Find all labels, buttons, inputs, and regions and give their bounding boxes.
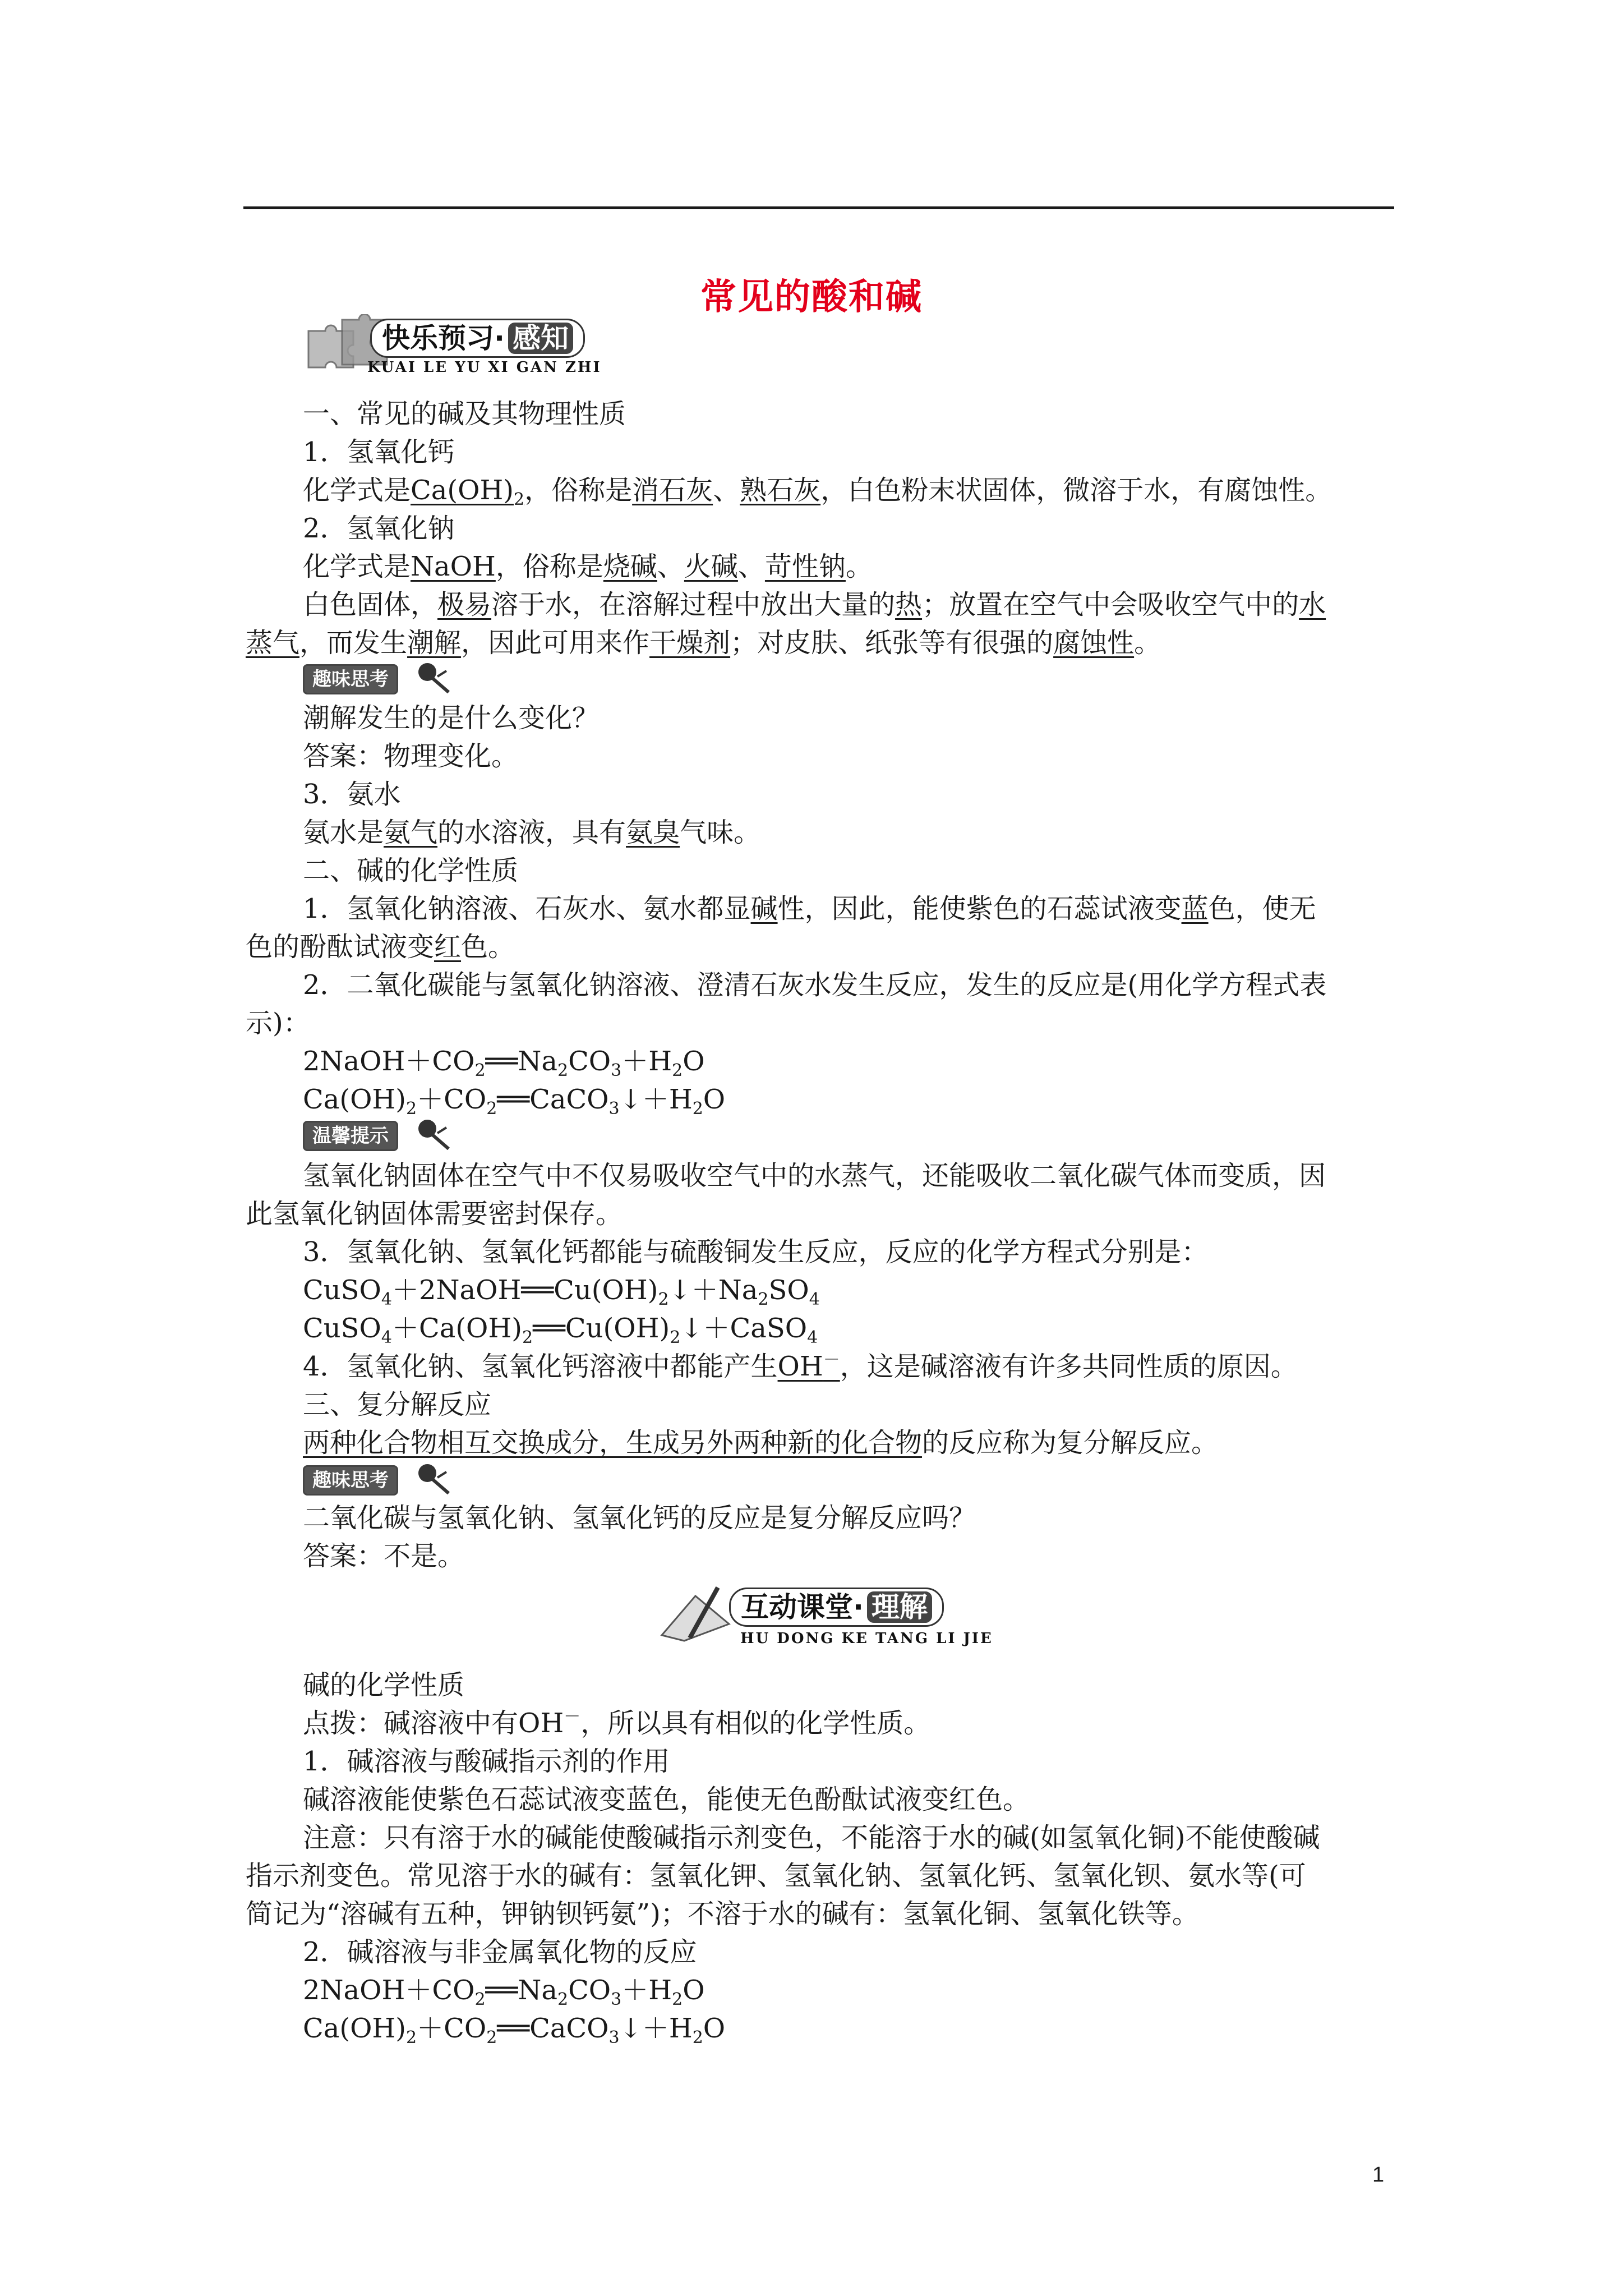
- pen-and-paper-icon: [651, 1582, 740, 1644]
- paragraph: 化学式是NaOH，俗称是烧碱、火碱、苛性钠。: [303, 551, 873, 582]
- question: 二氧化碳与氢氧化钠、氢氧化钙的反应是复分解反应吗？: [303, 1502, 976, 1534]
- paragraph: 简记为“溶碱有五种，钾钠钡钙氨”)；不溶于水的碱有：氢氧化铜、氢氧化铁等。: [246, 1898, 1199, 1930]
- fun-think-tag: 趣味思考: [303, 660, 482, 691]
- paragraph: 白色固体，极易溶于水，在溶解过程中放出大量的热；放置在空气中会吸收空气中的水: [303, 589, 1326, 620]
- item-heading: 3．氨水: [303, 779, 401, 810]
- section-heading: 碱的化学性质: [303, 1669, 465, 1701]
- equation: $Ca(OH)_2+CO_2══CaCO_3↓+H_2O$: [303, 1084, 726, 1119]
- tip-text: 氢氧化钠固体在空气中不仅易吸收空气中的水蒸气，还能吸收二氧化碳气体而变质，因: [303, 1160, 1326, 1191]
- paragraph: 氨水是氨气的水溶液，具有氨臭气味。: [303, 817, 761, 848]
- section-heading: 一、常见的碱及其物理性质: [303, 398, 626, 430]
- equation: $CuSO_4+2NaOH══Cu(OH)_2↓+Na_2SO_4$: [303, 1274, 820, 1309]
- banner-title: 互动课堂· 理解: [729, 1588, 944, 1627]
- section-banner-classroom: [651, 1582, 1054, 1655]
- paragraph: 2．二氧化碳能与氢氧化钠溶液、澄清石灰水发生反应，发生的反应是(用化学方程式表: [303, 969, 1327, 1001]
- page-title: 常见的酸和碱: [700, 276, 923, 318]
- paragraph: 化学式是$Ca(OH)_2$，俗称是消石灰、熟石灰，白色粉末状固体，微溶于水，有腐蚀性。: [303, 475, 1332, 509]
- section-heading: 三、复分解反应: [303, 1389, 492, 1420]
- equation: $2NaOH+CO_2══Na_2CO_3+H_2O$: [303, 1046, 705, 1080]
- item-heading: 2．氢氧化钠: [303, 513, 455, 544]
- paragraph: 指示剂变色。常见溶于水的碱有：氢氧化钾、氢氧化钠、氢氧化钙、氢氧化钡、氨水等(可: [246, 1860, 1306, 1892]
- paragraph: 注意：只有溶于水的碱能使酸碱指示剂变色，不能溶于水的碱(如氢氧化铜)不能使酸碱: [303, 1822, 1320, 1853]
- item-heading: 2．碱溶液与非金属氧化物的反应: [303, 1936, 697, 1968]
- banner-title: 快乐预习· 感知: [370, 319, 585, 358]
- paragraph: 4．氢氧化钠、氢氧化钙溶液中都能产生OH－，这是碱溶液有许多共同性质的原因。: [303, 1350, 1298, 1382]
- equation: $2NaOH+CO_2══Na_2CO_3+H_2O$: [303, 1975, 705, 2009]
- page-number: 1: [1372, 2163, 1385, 2187]
- fun-think-tag: 趣味思考: [303, 1461, 482, 1492]
- question: 潮解发生的是什么变化？: [303, 702, 600, 734]
- item-heading: 1．氢氧化钙: [303, 436, 455, 468]
- section-banner-preview: [303, 314, 684, 376]
- section-heading: 二、碱的化学性质: [303, 855, 519, 886]
- paragraph: 两种化合物相互交换成分，生成另外两种新的化合物的反应称为复分解反应。: [303, 1427, 1219, 1458]
- paragraph: 点拨：碱溶液中有OH－，所以具有相似的化学性质。: [303, 1707, 931, 1739]
- item-heading: 1．碱溶液与酸碱指示剂的作用: [303, 1746, 670, 1777]
- tip-text: 此氢氧化钠固体需要密封保存。: [246, 1198, 623, 1230]
- paragraph: 示)：: [246, 1007, 310, 1039]
- paragraph: 碱溶液能使紫色石蕊试液变蓝色，能使无色酚酞试液变红色。: [303, 1784, 1030, 1815]
- answer: 答案：不是。: [303, 1540, 465, 1572]
- paragraph: 1．氢氧化钠溶液、石灰水、氨水都显碱性，因此，能使紫色的石蕊试液变蓝色，使无: [303, 893, 1316, 924]
- warm-tip-tag: 温馨提示: [303, 1116, 482, 1148]
- paragraph: 蒸气，而发生潮解，因此可用来作干燥剂；对皮肤、纸张等有很强的腐蚀性。: [246, 627, 1161, 659]
- banner-subtitle: HU DONG KE TANG LI JIE: [740, 1630, 993, 1647]
- paragraph: 色的酚酞试液变红色。: [246, 931, 515, 963]
- microphone-icon: [415, 1461, 454, 1494]
- banner-subtitle: KUAI LE YU XI GAN ZHI: [367, 359, 602, 376]
- answer: 答案：物理变化。: [303, 740, 519, 772]
- microphone-icon: [415, 660, 454, 693]
- equation: $CuSO_4+Ca(OH)_2══Cu(OH)_2↓+CaSO_4$: [303, 1313, 818, 1347]
- equation: $Ca(OH)_2+CO_2══CaCO_3↓+H_2O$: [303, 2013, 726, 2047]
- microphone-icon: [415, 1116, 454, 1150]
- header-rule: [243, 206, 1394, 209]
- paragraph: 3．氢氧化钠、氢氧化钙都能与硫酸铜发生反应，反应的化学方程式分别是：: [303, 1236, 1209, 1268]
